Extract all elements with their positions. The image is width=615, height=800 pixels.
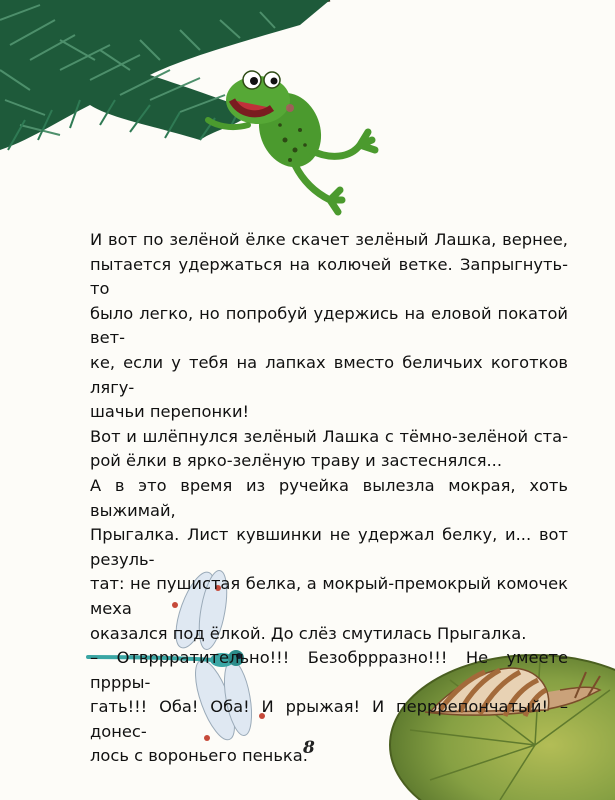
story-line: рой ёлки в ярко-зелёную траву и застеснялся...: [90, 451, 503, 471]
story-line: – Отвррратительно!!! Безобррразно!!! Не умеете пррры-: [90, 648, 568, 692]
story-line: А в это время из ручейка вылезла мокрая, хоть выжимай,: [90, 475, 568, 520]
page-number: 8: [303, 738, 315, 758]
story-line: пытается удержаться на колючей ветке. Запрыгнуть-то: [90, 254, 568, 299]
story-line: Прыгалка. Лист кувшинки не удержал белку, и... вот резуль-: [90, 525, 568, 569]
story-line: было легко, но попробуй удержись на еловой покатой вет-: [90, 303, 568, 348]
story-line: шачьи перепонки!: [90, 402, 250, 422]
story-text: [90, 228, 568, 769]
story-line: гать!!! Оба! Оба! И ррыжая! И перррепончатый! – донес-: [90, 697, 568, 741]
frog-icon: [208, 71, 375, 212]
story-line: Вот и шлёпнулся зелёный Лашка с тёмно-зелёной ста-: [90, 426, 568, 446]
story-line: лось с вороньего пенька.: [90, 746, 308, 766]
story-line: И вот по зелёной ёлке скачет зелёный Лашка, вернее,: [90, 230, 568, 249]
story-line: ке, если у тебя на лапках вместо беличьих коготков лягу-: [90, 352, 568, 397]
story-line: оказался под ёлкой. До слёз смутилась Прыгалка.: [90, 623, 527, 643]
story-line: тат: не пушистая белка, а мокрый-премокрый комочек меха: [90, 574, 568, 618]
